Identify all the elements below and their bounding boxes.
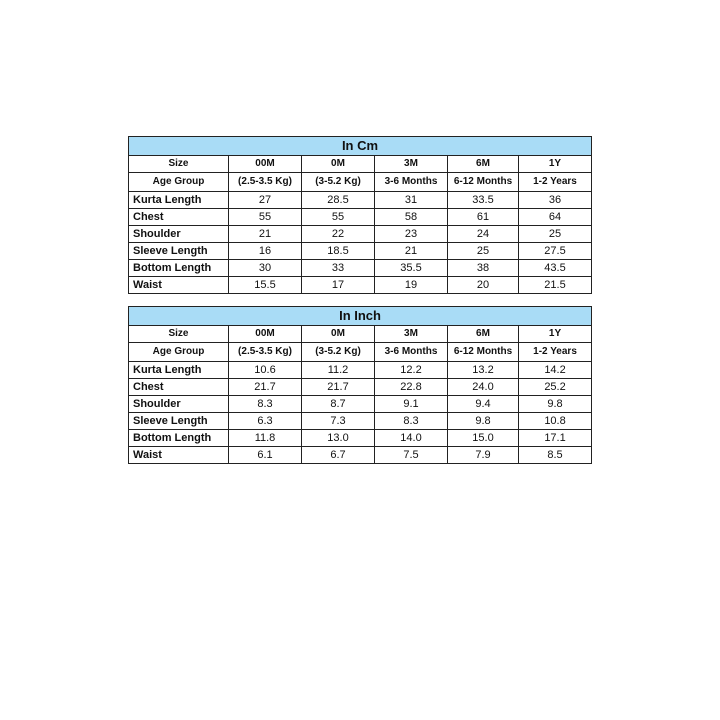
- measurement-value: 9.8: [519, 396, 592, 413]
- measurement-value: 13.0: [302, 430, 375, 447]
- measurement-value: 9.4: [448, 396, 519, 413]
- measurement-value: 17: [302, 277, 375, 294]
- measurement-value: 19: [375, 277, 448, 294]
- measurement-label: Waist: [129, 447, 229, 464]
- measurement-value: 17.1: [519, 430, 592, 447]
- size-header-cell: 6M: [448, 156, 519, 173]
- measurement-value: 15.0: [448, 430, 519, 447]
- age-group-cell: 1-2 Years: [519, 173, 592, 192]
- measurement-value: 11.8: [229, 430, 302, 447]
- measurement-value: 16: [229, 243, 302, 260]
- size-chart-cm-table: [128, 136, 592, 294]
- measurement-value: 12.2: [375, 362, 448, 379]
- measurement-value: 10.6: [229, 362, 302, 379]
- measurement-value: 21.7: [302, 379, 375, 396]
- measurement-value: 23: [375, 226, 448, 243]
- measurement-value: 25: [448, 243, 519, 260]
- measurement-value: 14.2: [519, 362, 592, 379]
- measurement-value: 38: [448, 260, 519, 277]
- age-group-cell: 6-12 Months: [448, 343, 519, 362]
- table-row: [129, 379, 592, 396]
- table-row: [129, 192, 592, 209]
- age-group-cell: (2.5-3.5 Kg): [229, 343, 302, 362]
- size-header-row: [129, 156, 592, 173]
- age-group-cell: 3-6 Months: [375, 173, 448, 192]
- measurement-value: 13.2: [448, 362, 519, 379]
- table-title: In Cm: [129, 137, 592, 156]
- measurement-value: 33: [302, 260, 375, 277]
- measurement-value: 8.3: [375, 413, 448, 430]
- age-group-cell: 3-6 Months: [375, 343, 448, 362]
- size-header-cell: 6M: [448, 326, 519, 343]
- measurement-value: 6.3: [229, 413, 302, 430]
- size-header-cell: 3M: [375, 326, 448, 343]
- measurement-value: 27.5: [519, 243, 592, 260]
- age-group-cell: 6-12 Months: [448, 173, 519, 192]
- measurement-label: Sleeve Length: [129, 243, 229, 260]
- measurement-value: 43.5: [519, 260, 592, 277]
- measurement-value: 25: [519, 226, 592, 243]
- size-header-cell: 1Y: [519, 156, 592, 173]
- measurement-value: 10.8: [519, 413, 592, 430]
- table-row: [129, 447, 592, 464]
- measurement-value: 21: [375, 243, 448, 260]
- measurement-label: Bottom Length: [129, 260, 229, 277]
- size-header-cell: 3M: [375, 156, 448, 173]
- measurement-value: 55: [302, 209, 375, 226]
- table-title-row: [129, 307, 592, 326]
- measurement-value: 15.5: [229, 277, 302, 294]
- table-row: [129, 430, 592, 447]
- measurement-value: 22.8: [375, 379, 448, 396]
- age-group-label: Age Group: [129, 173, 229, 192]
- measurement-value: 58: [375, 209, 448, 226]
- measurement-label: Shoulder: [129, 226, 229, 243]
- table-row: [129, 260, 592, 277]
- measurement-label: Chest: [129, 209, 229, 226]
- size-header-row: [129, 326, 592, 343]
- measurement-value: 7.9: [448, 447, 519, 464]
- measurement-value: 24.0: [448, 379, 519, 396]
- measurement-value: 7.5: [375, 447, 448, 464]
- table-row: [129, 277, 592, 294]
- age-group-cell: (3-5.2 Kg): [302, 343, 375, 362]
- age-group-cell: (2.5-3.5 Kg): [229, 173, 302, 192]
- table-row: [129, 362, 592, 379]
- measurement-value: 64: [519, 209, 592, 226]
- measurement-label: Shoulder: [129, 396, 229, 413]
- size-chart-inch-table: [128, 306, 592, 464]
- table-row: [129, 413, 592, 430]
- measurement-value: 25.2: [519, 379, 592, 396]
- measurement-value: 8.7: [302, 396, 375, 413]
- age-group-row: [129, 173, 592, 192]
- table-title-row: [129, 137, 592, 156]
- measurement-value: 28.5: [302, 192, 375, 209]
- measurement-value: 36: [519, 192, 592, 209]
- size-header-cell: 1Y: [519, 326, 592, 343]
- measurement-value: 18.5: [302, 243, 375, 260]
- measurement-label: Chest: [129, 379, 229, 396]
- size-header-cell: 0M: [302, 326, 375, 343]
- table-row: [129, 396, 592, 413]
- measurement-value: 9.1: [375, 396, 448, 413]
- measurement-value: 21: [229, 226, 302, 243]
- measurement-value: 22: [302, 226, 375, 243]
- age-group-cell: (3-5.2 Kg): [302, 173, 375, 192]
- size-label: Size: [129, 156, 229, 173]
- measurement-value: 14.0: [375, 430, 448, 447]
- size-header-cell: 00M: [229, 156, 302, 173]
- measurement-value: 35.5: [375, 260, 448, 277]
- measurement-value: 33.5: [448, 192, 519, 209]
- age-group-row: [129, 343, 592, 362]
- measurement-value: 20: [448, 277, 519, 294]
- measurement-value: 24: [448, 226, 519, 243]
- measurement-value: 21.5: [519, 277, 592, 294]
- table-title: In Inch: [129, 307, 592, 326]
- measurement-label: Waist: [129, 277, 229, 294]
- measurement-value: 8.3: [229, 396, 302, 413]
- table-row: [129, 209, 592, 226]
- measurement-value: 6.7: [302, 447, 375, 464]
- measurement-value: 6.1: [229, 447, 302, 464]
- measurement-value: 11.2: [302, 362, 375, 379]
- measurement-value: 9.8: [448, 413, 519, 430]
- table-row: [129, 243, 592, 260]
- size-header-cell: 00M: [229, 326, 302, 343]
- measurement-value: 21.7: [229, 379, 302, 396]
- measurement-value: 55: [229, 209, 302, 226]
- table-row: [129, 226, 592, 243]
- size-label: Size: [129, 326, 229, 343]
- measurement-value: 8.5: [519, 447, 592, 464]
- measurement-value: 7.3: [302, 413, 375, 430]
- measurement-label: Kurta Length: [129, 362, 229, 379]
- measurement-label: Sleeve Length: [129, 413, 229, 430]
- measurement-label: Bottom Length: [129, 430, 229, 447]
- measurement-value: 27: [229, 192, 302, 209]
- measurement-value: 31: [375, 192, 448, 209]
- size-header-cell: 0M: [302, 156, 375, 173]
- measurement-value: 30: [229, 260, 302, 277]
- age-group-label: Age Group: [129, 343, 229, 362]
- age-group-cell: 1-2 Years: [519, 343, 592, 362]
- measurement-label: Kurta Length: [129, 192, 229, 209]
- measurement-value: 61: [448, 209, 519, 226]
